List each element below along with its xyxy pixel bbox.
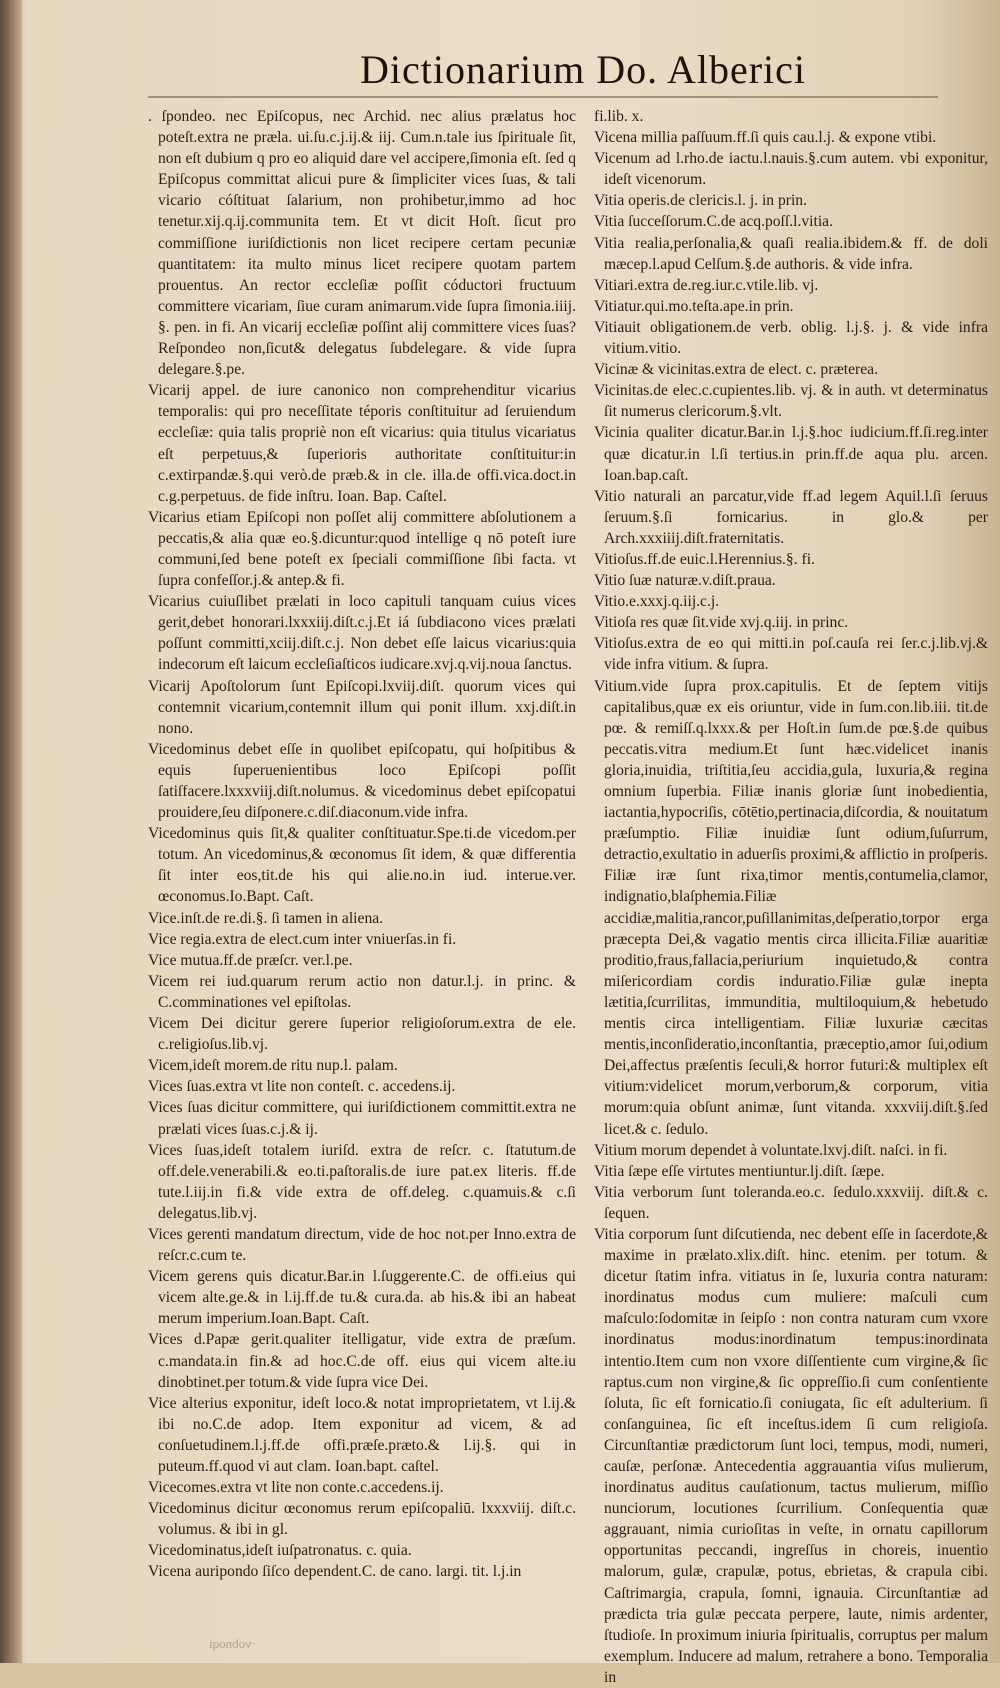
book-gutter [0,0,22,1663]
dictionary-entry: Vice.inſt.de re.di.§. ſi tamen in aliena. [148,909,384,927]
dictionary-entry: Vicarij appel. de iure canonico non comprehenditur vicarius temporalis: qui pro neceſſitate téporis conſtituitur ad ſeruiendum eccleſiæ: quia talis propriè non eſt vicarius: quia titulus vicariatus eſt perpetuus,& ſuperioris authoritate conſtituitur:in c.extirpandæ.§.qui verò.de præb.& in cle. illa.de offi.vica.doct.in c.g.perpetuus. de fide inſtru. Ioan. Bap. Caſtel. [148,382,576,505]
dictionary-entry: Vicinia qualiter dicatur.Bar.in l.j.§.hoc iudicium.ff.ſi.reg.inter quæ dicatur.in l.ſi tertius.in prin.ff.de aqua plu. arcen. Ioan.bap.caſt. [594,424,988,484]
dictionary-entry: Vitium.vide ſupra prox.capitulis. Et de ſeptem vitijs capitalibus,quæ ex eis oriuntur, vide in ſum.con.lib.iii. tit.de pœ. & remiſſ.q.lxxx.& per Hoſt.in ſum.de pœ.§.de quibus peccatis.vitra medium.Et ſunt hæc.videlicet inanis gloria,inuidia, triſtitia,ſeu accidia,gula, luxuria,& regina omnium ſuperbia. Filiæ inanis gloriæ ſunt inobedientia, iactantia,hypocriſis, cōtētio,pertinacia,diſcordia, & nouitatum præſumptio. Filiæ inuidiæ ſunt odium,ſuſurrum, detractio,exultatio in aduerſis proximi,& afflictio in proſperis. Filiæ iræ ſunt rixa,timor mentis,contumelia,clamor, indignatio,blaſphemia.Filiæ accidiæ,malitia,rancor,puſillanimitas,deſperatio,torpor erga præcepta Dei,& vagatio mentis circa illicita.Filiæ auaritiæ proditio,fraus,fallacia,periurium inquietudo,& contra miſericordiam cordis induratio.Filiæ gulæ inepta lætitia,ſcurrilitas, immunditia, multiloquium,& hebetudo mentis circa intelligentiam. Filiæ luxuriæ cæcitas mentis,inconſideratio,inconſtantia, præceptio,amor ſui,odium Dei,affectus præſentis ſeculi,& horror futuri:& multiplex eſt vitium:videlicet morum,verborum,& corporum, vitia morum:quia obſunt animæ, ſunt vitanda. xxxviij.diſt.§.ſed licet.& c. ſedulo. [594,677,988,1138]
dictionary-entry: Vitio.e.xxxj.q.iij.c.j. [594,593,720,611]
dictionary-entry: Vicena auripondo ſiſco dependent.C. de cano. largi. tit. l.j.in [148,1563,522,1581]
dictionary-entry: Vitiauit obligationem.de verb. oblig. l.j.§. j. & vide infra vitium.vitio. [594,318,988,358]
dictionary-entry: Vicem rei iud.quarum rerum actio non datur.l.j. in princ. & C.comminationes vel epiſtolas. [148,972,576,1011]
dictionary-entry: Vicarius cuiuſlibet prælati in loco capituli tanquam cuius vices gerit,debet honorari.lxxxiij.diſt.c.j.Et iá ſubdiacono vices prælati poſſunt committi,xciij.diſt.c.j. Non debet eſſe laicus vicarius:quia indecorum eſt laicum eccleſiaſticos iudicare.xvj.q.vij.noua ſanctus. [148,593,576,674]
dictionary-entry: fi.lib. x. [594,108,644,125]
dictionary-entry: Vicedominus debet eſſe in quolibet epiſcopatu, qui hoſpitibus & equis ſuperuenientibus loco Epiſcopi poſſit ſatiſfacere.lxxxviij.diſt.nolumus. & vicedominus debet epiſcopatui prouidere,ſeu diſponere.c.diſ.diaconum.vide infra. [148,740,576,822]
dictionary-entry: Vicecomes.extra vt lite non conte.c.accedens.ij. [148,1479,444,1497]
right-column [594,106,988,1688]
dictionary-entry: Vitia corporum ſunt diſcutienda, nec debent eſſe in ſacerdote,& maxime in prælato.xlix.diſt. hinc. etenim. per totum. & dicetur ſtatim infra. vitiatus in ſe, luxuria contra naturam: inordinatus modus cum muliere: maſculi cum maſculo:ſodomitæ in ſeipſo : non contra naturam cum vxore inordinatus modus:inordinatum tempus:inordinata intentio.Item cum non vxore diſſentiente cum virgine,& ſic raptus.cum non virgine,& ſic oppreſſio.ſi cum conſentiente ſoluta, ſic eſt fornicatio.ſi coniugata, ſic eſt adulterium. ſi conſanguinea, ſic eſt inceſtus.idem ſi cum religioſa. Circunſtantiæ prædictorum ſunt loci, tempus, modi, numeri, cauſæ, perſonæ. Antecedentia aggrauantia viſus mulierum, inordinatus auditus cauſationum, tactus mulierum, miſſio nunciorum, locutiones ſcurrilium. Conſequentia quæ aggrauant, nimia curioſitas in veſte, in ornatu capillorum opportunitas peccandi, ingreſſus in choreis, inuentio malorum, gulæ, crapulæ, potus, ebrietas, & crapula cibi. Caſtrimargia, crapula, ſomni, ignauia. Circunſtantiæ ad prædicta tria gulæ peccata perpere, laute, nimis ardenter, ſtudioſe. In proximum iniuria ſpiritualis, corruptus per malum exemplum. Inducere ad malum, retrahere a bono. Temporalia in [594,1225,988,1686]
dictionary-entry: Vitiari.extra de.reg.iur.c.vtile.lib. vj. [594,276,819,294]
header-rule [148,96,938,98]
dictionary-entry: Vitia verborum ſunt toleranda.eo.c. ſedulo.xxxviij. diſt.& c. ſequen. [594,1183,988,1222]
dictionary-entry: Vices ſuas,ideſt totalem iuriſd. extra de reſcr. c. ſtatutum.de off.dele.venerabili.& eo.ti.paſtoralis.de iure pat.ex literis. ff.de tute.l.iij.in fi.& vide extra de off.deleg. c.quamuis.& c.ſi delegatus.lib.vj. [148,1141,576,1222]
dictionary-entry: Vicedominus dicitur œconomus rerum epiſcopaliū. lxxxviij. diſt.c. volumus. & ibi in gl. [148,1500,576,1539]
dictionary-entry: Vitiatur.qui.mo.teſta.ape.in prin. [594,297,794,315]
dictionary-entry: Vicarius etiam Epiſcopi non poſſet alij committere abſolutionem a peccatis,& alia quæ eo.§.dicuntur:quod intellige q nō poteſt iure communi,ſed bene poteſt ex ſpeciali commiſſione ſibi facta. vt ſupra confeſſor.j.& antep.& fi. [148,508,576,590]
dictionary-entry: Vice regia.extra de elect.cum inter vniuerſas.in fi. [148,930,457,948]
dictionary-entry: Vicarij Apoſtolorum ſunt Epiſcopi.lxviij.diſt. quorum vices qui contemnit vicarium,contemnit illum qui ponit illum. xxj.diſt.in nono. [148,677,576,737]
dictionary-entry: Vices gerenti mandatum directum, vide de hoc not.per Inno.extra de reſcr.c.cum te. [148,1225,576,1265]
dictionary-entry: Vicinæ & vicinitas.extra de elect. c. præterea. [594,361,878,379]
dictionary-entry: Vitia ſucceſſorum.C.de acq.poſſ.l.vitia. [594,213,833,231]
left-column [148,106,576,1583]
dictionary-entry: Vicena millia paſſuum.ff.ſi quis cau.l.j. & expone vtibi. [594,129,937,147]
dictionary-entry: Vitioſus.ff.de euic.l.Herennius.§. fi. [594,550,815,568]
dictionary-entry: Vices ſuas.extra vt lite non conteſt. c. accedens.ij. [148,1078,456,1096]
dictionary-entry: . ſpondeo. nec Epiſcopus, nec Archid. nec alius prælatus hoc poteſt.extra ne præla. ui.ſu.c.j.ij.& iij. Cum.n.tale ius ſpirituale ſit, non eſt dubium q pro eo aliquid dare vel accipere,ſimonia eſt. ſed q Epiſcopus committat alicui pure & ſimpliciter vices ſuas, & tali vicario cóſtituat ſalarium, non prohibetur,immo ad hoc tenetur.xij.q.ij.communita tem. Et vt dicit Hoſt. ſicut pro commiſſione iuriſdictionis non licet recipere certam pecuniæ quantitatem: ita multo minus licet recipere quotam partem prouentus. An rector eccleſiæ poſſit cóductori fructuum committere vicariam, ſiue curam animarum.vide ſupra ſimonia.iiij. §. pen. in fi. An vicarij eccleſiæ poſſint alij committere vices ſuas? Reſpondeo non,ſicut& delegatus ſubdelegare. & vide ſupra delegare.§.pe. [148,108,576,379]
dictionary-entry: Vice alterius exponitur, ideſt loco.& notat improprietatem, vt l.ij.& ibi no.C.de adop. Item exponitur ad vicem, & ad conſuetudinem.l.j.ff.de offi.præſe.præto.& l.ij.§. qui in puteum.ff.quod vi aut clam. Ioan.bapt. caſtel. [148,1394,576,1475]
dictionary-entry: Vicem gerens quis dicatur.Bar.in l.ſuggerente.C. de offi.eius qui vicem alte.ge.& in l.ij.ff.de tu.& cura.da. ab his.& ibi an habeat merum imperium.Ioan.Bapt. Caſt. [148,1268,576,1328]
dictionary-entry: Vicem,ideſt morem.de ritu nup.l. palam. [148,1057,398,1075]
dictionary-entry: Vitio naturali an parcatur,vide ff.ad legem Aquil.l.ſi ſeruus ſeruum.§.ſi fornicarius. in glo.& per Arch.xxxiiij.diſt.fraternitatis. [594,487,988,547]
bleed-through-text: ·vobnoqi [209,1636,256,1651]
dictionary-entry: Vicem Dei dicitur gerere ſuperior religioſorum.extra de ele. c.religioſus.lib.vj. [148,1015,576,1054]
dictionary-entry: Vitium morum dependet à voluntate.lxvj.diſt. naſci. in fi. [594,1141,948,1159]
dictionary-entry: Vicinitas.de elec.c.cupientes.lib. vj. & in auth. vt determinatus ſit numerus clericorum.§.vlt. [594,382,988,421]
dictionary-entry: Vicedominus quis ſit,& qualiter conſtituatur.Spe.ti.de vicedom.per totum. An vicedominus,& œconomus ſit idem, & quæ differentia ſit inter eos,tit.de his qui alie.no.in iud. interue.ver. œconomus.Io.Bapt. Caſt. [148,825,576,906]
dictionary-entry: Vitia ſæpe eſſe virtutes mentiuntur.lj.diſt. ſæpe. [594,1162,885,1180]
dictionary-entry: Vitia realia,perſonalia,& quaſi realia.ibidem.& ff. de doli mæcep.l.apud Celſum.§.de authoris. & vide infra. [594,234,988,273]
dictionary-entry: Vices ſuas dicitur committere, qui iuriſdictionem committit.extra ne prælati vices ſuas.c.j.& ij. [148,1099,576,1138]
dictionary-entry: Vicedominatus,ideſt iuſpatronatus. c. quia. [148,1542,412,1560]
dictionary-entry: Vices d.Papæ gerit.qualiter itelligatur, vide extra de præſum. c.mandata.in fin.& ad hoc.C.de off. eius qui vicem alte.iu dinobtinet.per totum.& vide ſupra vice Dei. [148,1331,576,1391]
dictionary-entry: Vitio ſuæ naturæ.v.diſt.praua. [594,572,776,590]
dictionary-entry: Vicenum ad l.rho.de iactu.l.nauis.§.cum autem. vbi exponitur, ideſt vicenorum. [594,150,988,189]
dictionary-entry: Vitioſa res quæ ſit.vide xvj.q.iij. in princ. [594,614,849,632]
dictionary-entry: Vitioſus.extra de eo qui mitti.in poſ.cauſa rei ſer.c.j.lib.vj.& vide infra vitium. & ſupra. [594,635,988,674]
dictionary-entry: Vice mutua.ff.de præſcr. ver.l.pe. [148,951,353,969]
running-header: Dictionarium Do. Alberici [360,47,807,92]
dictionary-entry: Vitia operis.de clericis.l. j. in prin. [594,192,807,210]
